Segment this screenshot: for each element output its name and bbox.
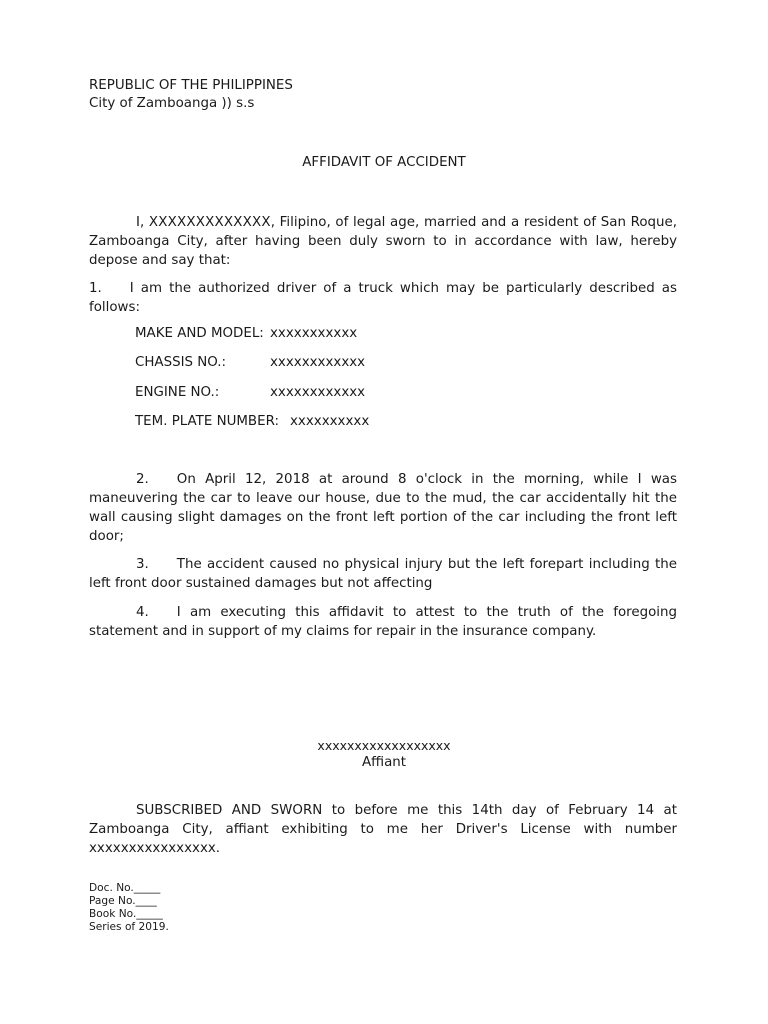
- item-3-paragraph: [89, 555, 677, 593]
- item-3-number: 3.: [136, 557, 149, 572]
- item-1-text: I am the authorized driver of a truck which may be particularly described as follows:: [89, 281, 677, 315]
- notary-book-no: Book No._____: [89, 908, 163, 920]
- header-republic: REPUBLIC OF THE PHILIPPINES: [89, 78, 293, 93]
- intro-paragraph: [89, 213, 677, 270]
- affiant-name-placeholder: XXXXXXXXXXXXX: [148, 215, 271, 230]
- notary-doc-no: Doc. No._____: [89, 882, 161, 894]
- notary-page-no: Page No.____: [89, 895, 157, 907]
- intro-text: , Filipino, of legal age, married and a resident of San Roque, Zamboanga City, after having been duly sworn to in accordance with law, hereby depose and say that:: [89, 215, 677, 268]
- chassis-label: CHASSIS NO.:: [135, 355, 227, 370]
- engine-label: ENGINE NO.:: [135, 385, 220, 400]
- item-2-text: On April 12, 2018 at around 8 o'clock in the morning, while I was maneuvering the car to leave our house, due to the mud, the car accidentally hit the wall causing slight damages on the front left portion of the car including the front left door;: [89, 472, 677, 544]
- header-city: City of Zamboanga )) s.s: [89, 96, 255, 111]
- item-4-paragraph: [89, 603, 677, 641]
- item-2-paragraph: [89, 470, 677, 546]
- document-title: AFFIDAVIT OF ACCIDENT: [302, 155, 466, 170]
- signature-label: Affiant: [361, 755, 407, 770]
- item-2-number: 2.: [136, 472, 149, 487]
- chassis-value: xxxxxxxxxxxx: [270, 355, 366, 370]
- item-1-number: 1.: [89, 281, 102, 296]
- make-model-label: MAKE AND MODEL:: [135, 326, 264, 341]
- notary-series: Series of 2019.: [89, 921, 169, 933]
- plate-value: xxxxxxxxxx: [290, 414, 370, 429]
- make-model-value: xxxxxxxxxxx: [270, 326, 358, 341]
- item-4-number: 4.: [136, 605, 149, 620]
- signature-name-placeholder: xxxxxxxxxxxxxxxxxx: [317, 738, 451, 753]
- jurat-text: SUBSCRIBED AND SWORN to before me this 14th day of February 14 at Zamboanga City, affiant exhibiting to me her Driver's License with number xxxxxxxxxxxxxxxx.: [89, 803, 677, 856]
- intro-pre: I,: [136, 215, 149, 230]
- item-4-text: I am executing this affidavit to attest to the truth of the foregoing statement and in support of my claims for repair in the insurance company.: [89, 605, 677, 639]
- item-1-paragraph: [89, 279, 677, 317]
- plate-label: TEM. PLATE NUMBER:: [135, 414, 279, 429]
- engine-value: xxxxxxxxxxxx: [270, 385, 366, 400]
- item-3-text: The accident caused no physical injury but the left forepart including the left front door sustained damages but not affecting: [89, 557, 677, 591]
- jurat-paragraph: [89, 801, 677, 858]
